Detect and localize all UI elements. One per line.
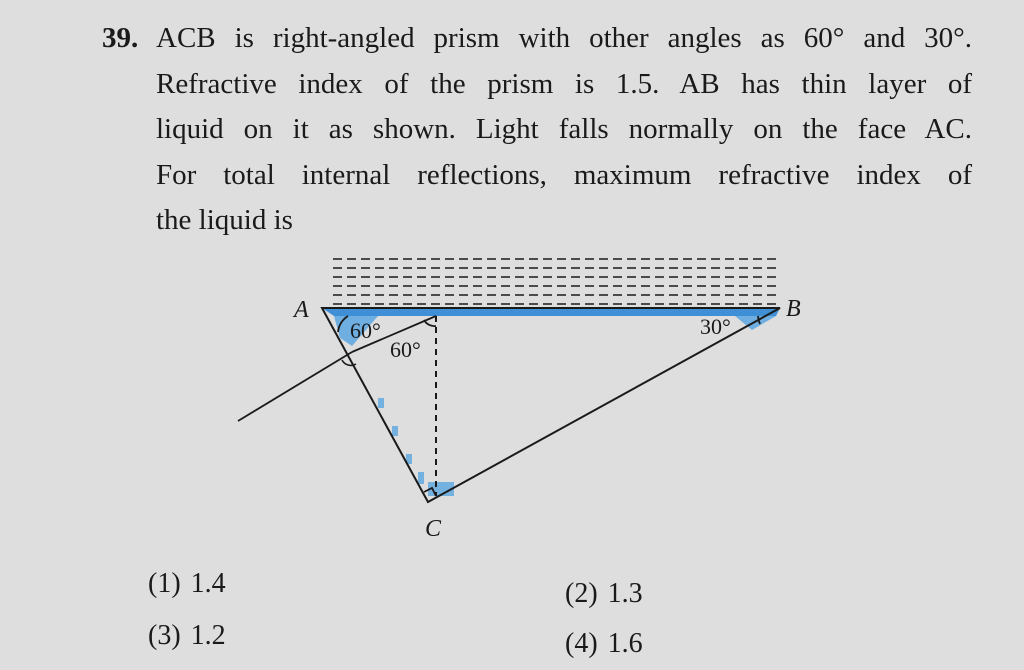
question-line-2: Refractive index of the prism is 1.5. AB has thin layer of bbox=[156, 67, 972, 100]
question-number: 39. bbox=[102, 22, 139, 54]
vertex-label-b: B bbox=[786, 296, 801, 322]
option-4-value: 1.6 bbox=[607, 628, 643, 659]
option-2-value: 1.3 bbox=[607, 578, 643, 609]
shade-near-b bbox=[735, 316, 776, 330]
option-4-number: (4) bbox=[565, 628, 598, 659]
option-2-number: (2) bbox=[565, 578, 598, 609]
question-line-1: ACB is right-angled prism with other angles as 60° and 30°. bbox=[156, 22, 972, 54]
question-line-4: For total internal reflections, maximum refractive index of bbox=[156, 158, 972, 191]
incident-ray bbox=[238, 352, 352, 421]
angle-label-b: 30° bbox=[700, 314, 731, 339]
option-2[interactable] bbox=[565, 578, 643, 610]
angle-arc-incidence bbox=[342, 360, 356, 365]
option-4[interactable] bbox=[565, 628, 643, 660]
question-line-3: liquid on it as shown. Light falls normally on the face AC. bbox=[156, 113, 972, 145]
option-3-value: 1.2 bbox=[190, 620, 226, 651]
option-1-value: 1.4 bbox=[190, 568, 226, 599]
angle-label-a: 60° bbox=[350, 318, 381, 343]
question-line-5: the liquid is bbox=[156, 204, 293, 236]
option-1-number: (1) bbox=[148, 568, 181, 599]
vertex-label-c: C bbox=[425, 516, 442, 542]
option-3-number: (3) bbox=[148, 620, 181, 651]
option-1[interactable] bbox=[148, 568, 226, 600]
angle-label-normal: 60° bbox=[390, 337, 421, 362]
liquid-dash-lines bbox=[333, 259, 777, 304]
option-3[interactable] bbox=[148, 620, 226, 652]
vertex-label-a: A bbox=[294, 297, 309, 323]
